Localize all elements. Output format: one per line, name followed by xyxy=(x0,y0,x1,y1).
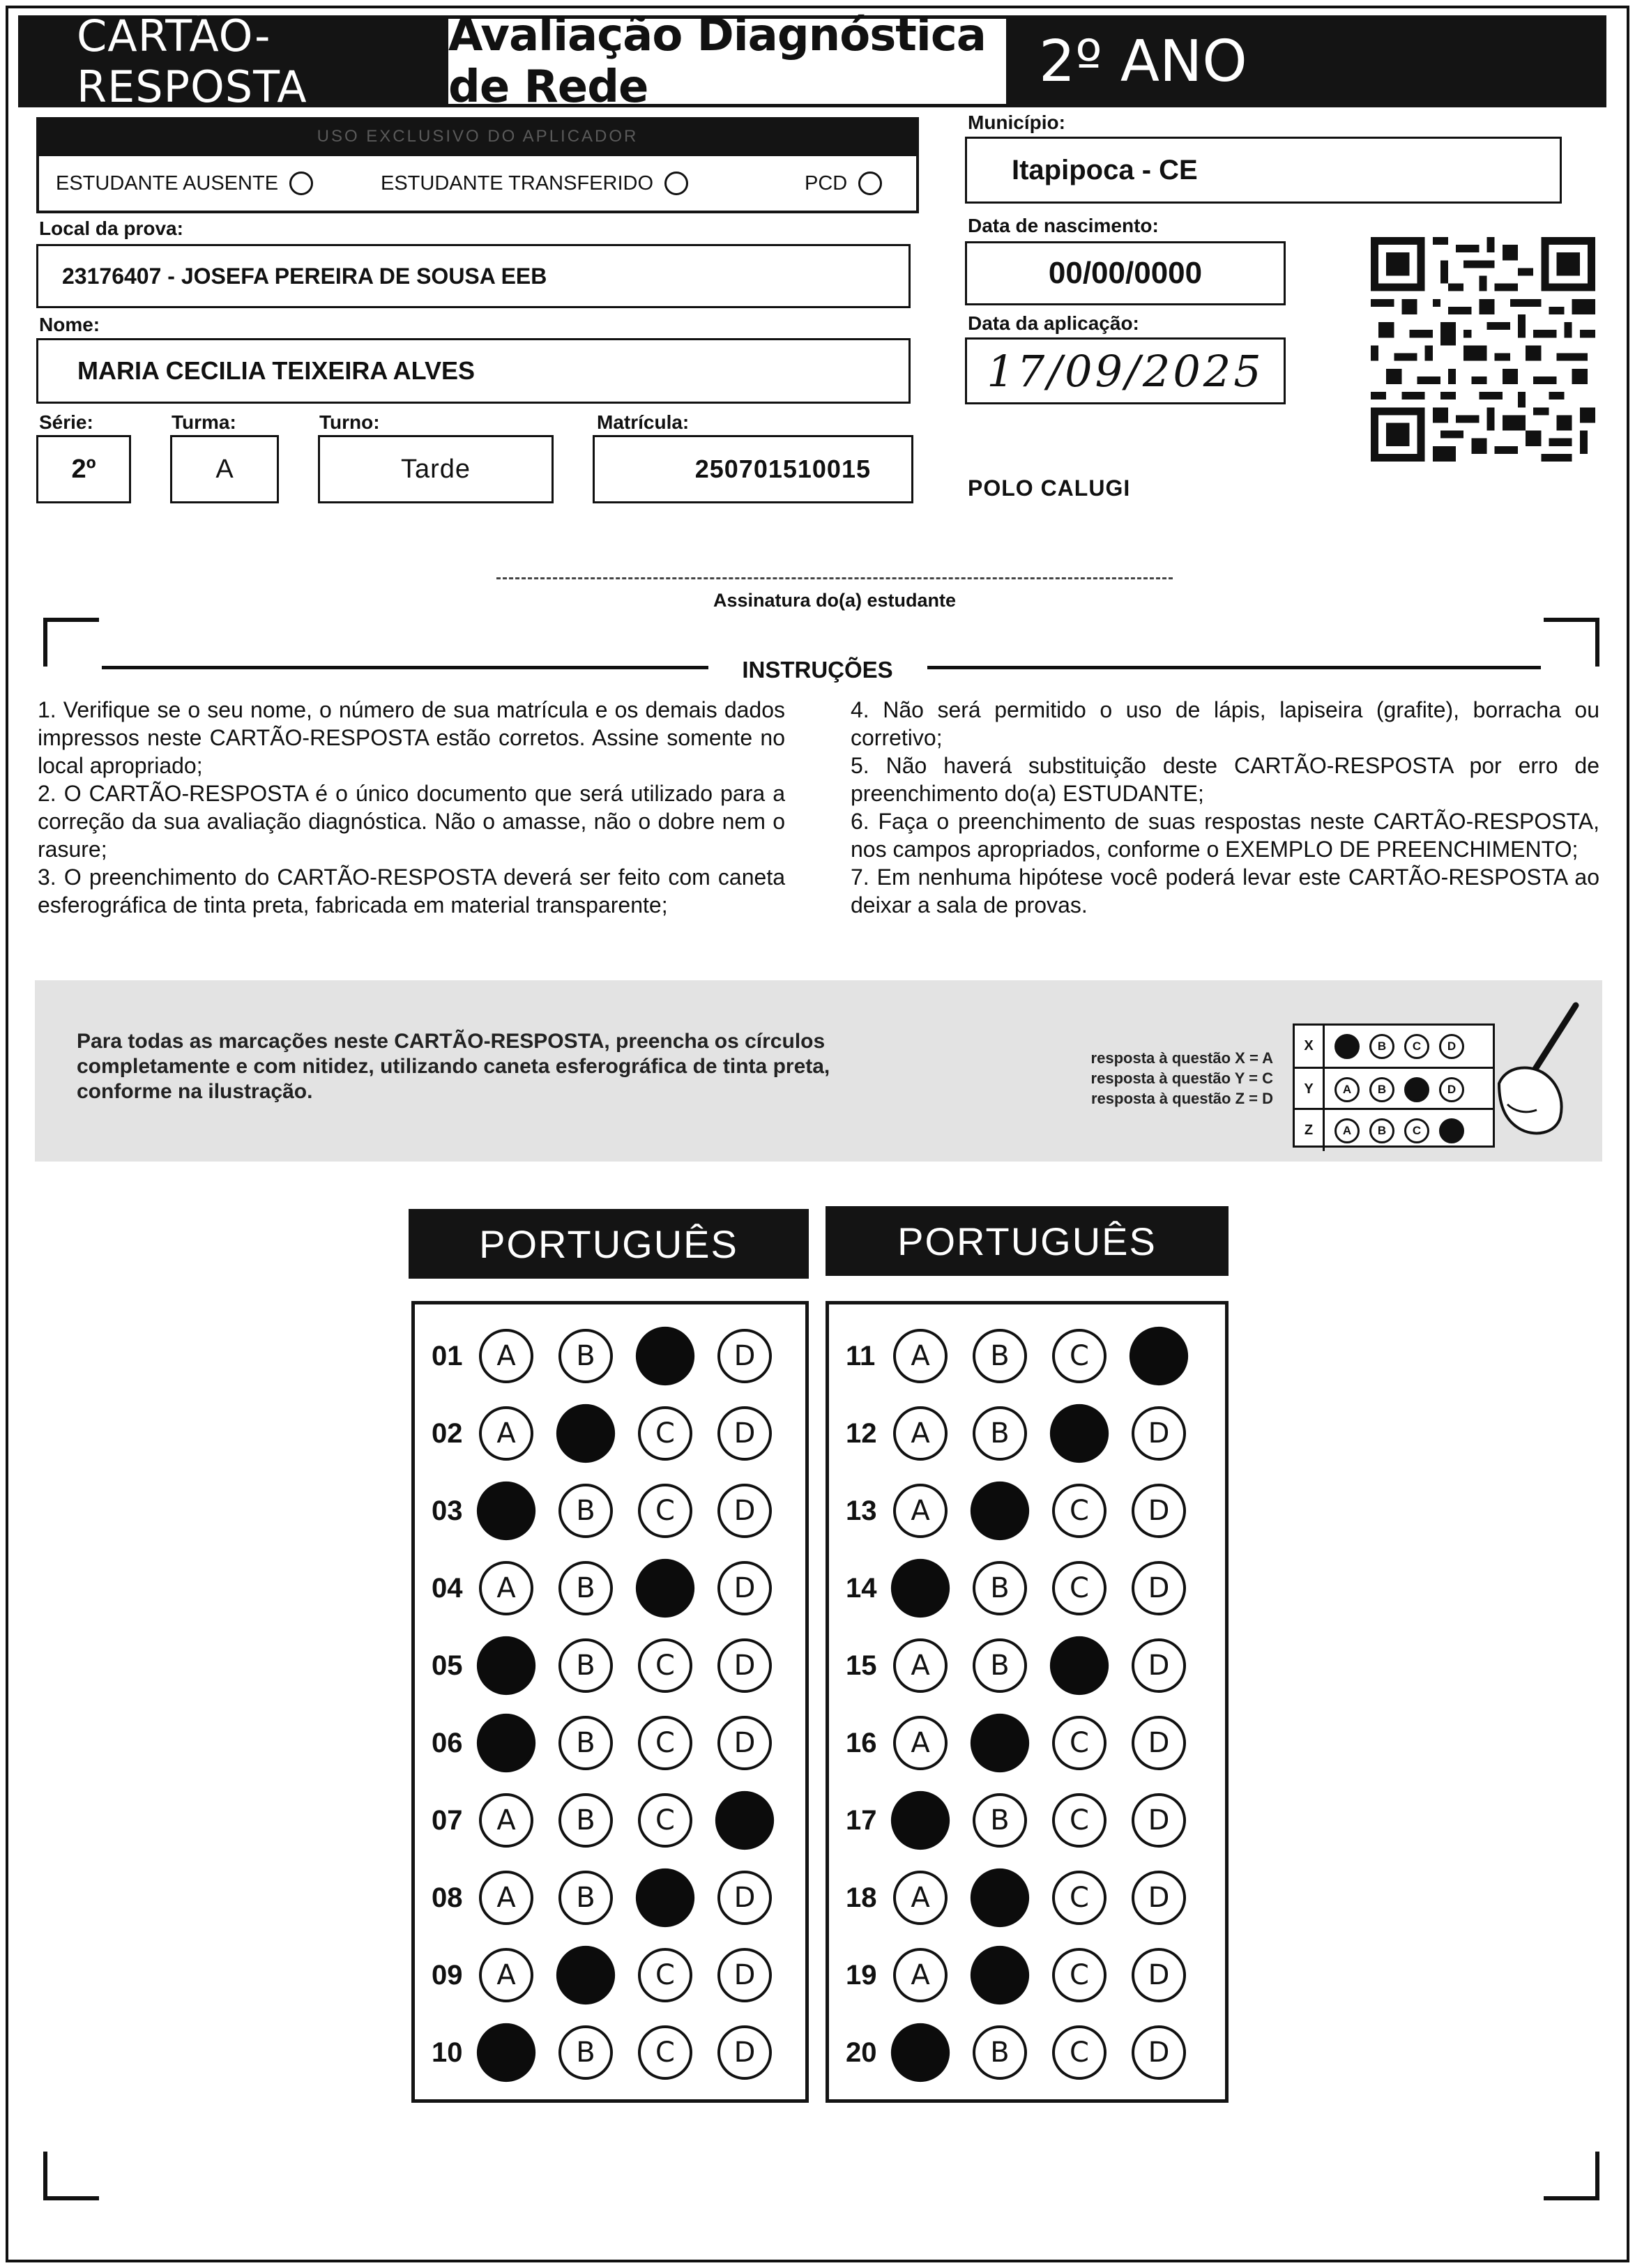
answer-bubble-d[interactable]: D xyxy=(1132,1948,1186,2002)
question-row xyxy=(829,1480,1225,1542)
answer-bubble-c[interactable]: C xyxy=(1052,1329,1107,1383)
answer-bubble-d[interactable]: D xyxy=(717,1406,772,1461)
answer-bubble-d[interactable]: D xyxy=(1132,1871,1186,1925)
answer-bubble-d[interactable]: D xyxy=(1132,1406,1186,1461)
answer-bubble-d[interactable]: D xyxy=(1132,1793,1186,1848)
question-number: 06 xyxy=(432,1727,463,1758)
example-row-key: X xyxy=(1295,1026,1325,1067)
shift-field: Tarde xyxy=(318,435,554,503)
corner-mark-bottom-right xyxy=(1544,2152,1599,2200)
question-number: 08 xyxy=(432,1882,463,1913)
question-row xyxy=(829,1867,1225,1928)
answer-bubble-a[interactable] xyxy=(477,1482,535,1540)
answer-bubble-a[interactable]: A xyxy=(893,1871,948,1925)
answer-bubble-a[interactable]: A xyxy=(479,1948,533,2002)
question-number: 10 xyxy=(432,2037,463,2068)
card-title: CARTÃO-RESPOSTA xyxy=(18,15,445,107)
answer-bubble-d[interactable] xyxy=(715,1791,774,1850)
section-title-1: PORTUGUÊS xyxy=(409,1209,809,1279)
answer-bubble-c[interactable] xyxy=(636,1559,694,1618)
example-bubble-c: C xyxy=(1404,1118,1429,1143)
question-number: 11 xyxy=(846,1340,876,1371)
answer-bubble-a[interactable] xyxy=(477,2023,535,2082)
legend-x: resposta à questão X = A xyxy=(1090,1049,1273,1067)
answer-bubble-a[interactable]: A xyxy=(479,1561,533,1615)
question-number: 13 xyxy=(846,1495,877,1526)
answer-bubble-a[interactable]: A xyxy=(893,1638,948,1693)
absent-label: ESTUDANTE AUSENTE xyxy=(56,172,279,195)
example-bubble-c xyxy=(1404,1077,1429,1102)
answer-bubble-b[interactable]: B xyxy=(973,1329,1027,1383)
example-bubble-b: B xyxy=(1369,1118,1394,1143)
example-bubble-a: A xyxy=(1334,1118,1360,1143)
city-label: Município: xyxy=(968,112,1065,133)
instruction-4: 4. Não será permitido o uso de lápis, lapiseira (grafite), borracha ou corretivo; xyxy=(851,697,1599,750)
question-row xyxy=(415,1480,805,1542)
answer-bubble-d[interactable]: D xyxy=(1132,1638,1186,1693)
enrollment-label: Matrícula: xyxy=(597,411,690,433)
example-legend xyxy=(1036,1048,1273,1109)
answer-bubble-c[interactable]: C xyxy=(1052,1871,1107,1925)
answer-bubble-a[interactable] xyxy=(891,1791,950,1850)
location-label: Local da prova: xyxy=(39,218,183,239)
example-bubble-a: A xyxy=(1334,1077,1360,1102)
class-label: Turma: xyxy=(172,411,236,433)
series-label: Série: xyxy=(39,411,93,433)
question-row xyxy=(829,1635,1225,1696)
answer-bubble-c[interactable]: C xyxy=(638,1948,692,2002)
enrollment-field: 250701510015 xyxy=(593,435,913,503)
qr-finder-top-right xyxy=(1541,237,1595,291)
example-row xyxy=(1295,1067,1493,1110)
answer-bubble-d[interactable]: D xyxy=(1132,2025,1186,2080)
applicator-bar: USO EXCLUSIVO DO APLICADOR xyxy=(36,117,919,156)
instruction-3: 3. O preenchimento do CARTÃO-RESPOSTA deverá ser feito com caneta esferográfica de tinta preta, fabricada em material transparente; xyxy=(38,865,785,918)
instruction-5: 5. Não haverá substituição deste CARTÃO-RESPOSTA por erro de preenchimento do(a) ESTUDANTE; xyxy=(851,753,1599,806)
answer-bubble-a[interactable]: A xyxy=(893,1716,948,1770)
answer-section-2 xyxy=(826,1301,1229,2103)
answer-bubble-c[interactable] xyxy=(1050,1636,1109,1695)
answer-bubble-a[interactable]: A xyxy=(479,1406,533,1461)
question-row xyxy=(829,1944,1225,2006)
answer-bubble-b[interactable]: B xyxy=(558,1793,613,1848)
qr-code xyxy=(1371,237,1595,462)
answer-bubble-b[interactable]: B xyxy=(558,1561,613,1615)
question-number: 01 xyxy=(432,1340,463,1371)
question-row xyxy=(415,1558,805,1619)
answer-bubble-c[interactable]: C xyxy=(1052,2025,1107,2080)
answer-bubble-c[interactable]: C xyxy=(1052,1484,1107,1538)
polo-label: POLO CALUGI xyxy=(968,475,1131,501)
grade-title: 2º ANO xyxy=(1010,15,1606,107)
answer-bubble-c[interactable]: C xyxy=(638,1716,692,1770)
question-number: 14 xyxy=(846,1572,877,1604)
instructions-left-column xyxy=(38,696,785,919)
answer-bubble-b[interactable]: B xyxy=(973,1406,1027,1461)
qr-finder-top-left xyxy=(1371,237,1425,291)
corner-mark-bottom-left xyxy=(43,2152,99,2200)
answer-bubble-a[interactable]: A xyxy=(893,1484,948,1538)
question-row xyxy=(415,1944,805,2006)
answer-bubble-b[interactable] xyxy=(971,1946,1029,2004)
legend-z: resposta à questão Z = D xyxy=(1090,1090,1273,1107)
answer-bubble-a[interactable]: A xyxy=(893,1406,948,1461)
signature-line[interactable] xyxy=(496,577,1173,579)
answer-bubble-c[interactable] xyxy=(636,1869,694,1927)
signature-label: Assinatura do(a) estudante xyxy=(713,590,957,611)
answer-bubble-a[interactable] xyxy=(891,1559,950,1618)
question-number: 17 xyxy=(846,1804,877,1836)
qr-finder-bottom-left xyxy=(1371,407,1425,462)
answer-bubble-a[interactable]: A xyxy=(479,1871,533,1925)
answer-bubble-c[interactable] xyxy=(1050,1404,1109,1463)
answer-bubble-b[interactable] xyxy=(556,1404,615,1463)
question-row xyxy=(415,1635,805,1696)
name-label: Nome: xyxy=(39,314,100,335)
answer-bubble-b[interactable] xyxy=(971,1482,1029,1540)
example-row-key: Y xyxy=(1295,1069,1325,1110)
answer-bubble-c[interactable]: C xyxy=(1052,1948,1107,2002)
answer-bubble-a[interactable] xyxy=(477,1714,535,1772)
answer-bubble-b[interactable]: B xyxy=(558,1871,613,1925)
answer-bubble-c[interactable]: C xyxy=(1052,1716,1107,1770)
question-row xyxy=(829,1712,1225,1774)
instruction-1: 1. Verifique se o seu nome, o número de sua matrícula e os demais dados impressos neste CARTÃO-RESPOSTA estão corretos. Assine somente no local apropriado; xyxy=(38,697,785,778)
question-number: 19 xyxy=(846,1959,877,1991)
city-field: Itapipoca - CE xyxy=(965,137,1562,204)
instruction-2: 2. O CARTÃO-RESPOSTA é o único documento que será utilizado para a correção da sua avaliação diagnóstica. Não o amasse, não o dobre nem o rasure; xyxy=(38,781,785,862)
answer-bubble-b[interactable]: B xyxy=(973,1638,1027,1693)
answer-bubble-c[interactable]: C xyxy=(638,1484,692,1538)
answer-bubble-d[interactable]: D xyxy=(717,2025,772,2080)
answer-bubble-a[interactable] xyxy=(477,1636,535,1695)
answer-bubble-c[interactable]: C xyxy=(638,1793,692,1848)
answer-bubble-c[interactable]: C xyxy=(638,2025,692,2080)
example-row-key: Z xyxy=(1295,1110,1325,1151)
absent-option[interactable] xyxy=(56,172,313,195)
location-field: 23176407 - JOSEFA PEREIRA DE SOUSA EEB xyxy=(36,244,911,308)
answer-bubble-c[interactable] xyxy=(636,1327,694,1385)
answer-bubble-b[interactable]: B xyxy=(558,1716,613,1770)
answer-bubble-b[interactable] xyxy=(971,1869,1029,1927)
instructions-right-column xyxy=(851,696,1599,919)
answer-bubble-d[interactable] xyxy=(1130,1327,1188,1385)
answer-bubble-d[interactable]: D xyxy=(717,1948,772,2002)
answer-bubble-c[interactable]: C xyxy=(638,1638,692,1693)
question-row xyxy=(829,1403,1225,1464)
answer-bubble-b[interactable]: B xyxy=(973,2025,1027,2080)
instruction-7: 7. Em nenhuma hipótese você poderá levar este CARTÃO-RESPOSTA ao deixar a sala de provas. xyxy=(851,865,1599,918)
question-row xyxy=(415,1790,805,1851)
exam-title: Avaliação Diagnóstica de Rede xyxy=(445,15,1010,107)
example-instruction: Para todas as marcações neste CARTÃO-RESPOSTA, preencha os círculos completamente e com nitidez, utilizando caneta esferográfica de tinta preta, conforme na ilustração. xyxy=(77,1030,830,1103)
pcd-option[interactable] xyxy=(805,172,882,195)
answer-bubble-d[interactable]: D xyxy=(717,1329,772,1383)
application-label: Data da aplicação: xyxy=(968,312,1139,334)
instructions-title: INSTRUÇÕES xyxy=(742,657,893,683)
question-row xyxy=(829,2022,1225,2083)
answer-bubble-b[interactable] xyxy=(971,1714,1029,1772)
series-field: 2º xyxy=(36,435,131,503)
absent-radio[interactable] xyxy=(289,172,313,195)
example-bubble-b: B xyxy=(1369,1034,1394,1059)
answer-bubble-b[interactable]: B xyxy=(558,1484,613,1538)
question-number: 09 xyxy=(432,1959,463,1991)
answer-bubble-b[interactable]: B xyxy=(558,1329,613,1383)
answer-bubble-c[interactable]: C xyxy=(638,1406,692,1461)
question-number: 20 xyxy=(846,2037,877,2068)
question-row xyxy=(415,1325,805,1387)
question-number: 12 xyxy=(846,1417,877,1449)
section-title-2: PORTUGUÊS xyxy=(826,1206,1229,1276)
question-number: 16 xyxy=(846,1727,877,1758)
question-number: 15 xyxy=(846,1650,877,1681)
example-bubble-a xyxy=(1334,1034,1360,1059)
example-bubble-d: D xyxy=(1439,1077,1464,1102)
answer-bubble-b[interactable]: B xyxy=(558,1638,613,1693)
example-bubble-d xyxy=(1439,1118,1464,1143)
class-field: A xyxy=(170,435,279,503)
example-bubble-d: D xyxy=(1439,1034,1464,1059)
applicator-box xyxy=(36,156,919,213)
answer-bubble-d[interactable]: D xyxy=(1132,1484,1186,1538)
example-bubble-c: C xyxy=(1404,1034,1429,1059)
pcd-radio[interactable] xyxy=(858,172,882,195)
answer-section-1 xyxy=(411,1301,809,2103)
answer-bubble-a[interactable]: A xyxy=(479,1329,533,1383)
question-row xyxy=(829,1790,1225,1851)
shift-label: Turno: xyxy=(319,411,380,433)
question-number: 04 xyxy=(432,1572,463,1604)
answer-bubble-d[interactable]: D xyxy=(717,1561,772,1615)
birth-field: 00/00/0000 xyxy=(965,241,1286,305)
question-number: 18 xyxy=(846,1882,877,1913)
answer-bubble-d[interactable]: D xyxy=(1132,1561,1186,1615)
example-row xyxy=(1295,1026,1493,1067)
pcd-label: PCD xyxy=(805,172,848,195)
answer-bubble-a[interactable] xyxy=(891,2023,950,2082)
name-field: MARIA CECILIA TEIXEIRA ALVES xyxy=(36,338,911,404)
answer-bubble-a[interactable]: A xyxy=(893,1329,948,1383)
transferred-radio[interactable] xyxy=(664,172,688,195)
answer-bubble-a[interactable]: A xyxy=(479,1793,533,1848)
question-row xyxy=(829,1558,1225,1619)
example-bubble-b: B xyxy=(1369,1077,1394,1102)
application-field[interactable]: 17/09/2025 xyxy=(965,337,1286,404)
hand-pen-icon xyxy=(1478,1000,1583,1139)
answer-bubble-d[interactable]: D xyxy=(717,1638,772,1693)
question-number: 02 xyxy=(432,1417,463,1449)
answer-bubble-b[interactable] xyxy=(556,1946,615,2004)
answer-bubble-d[interactable]: D xyxy=(717,1484,772,1538)
answer-bubble-a[interactable]: A xyxy=(893,1948,948,2002)
legend-y: resposta à questão Y = C xyxy=(1090,1070,1273,1087)
answer-bubble-c[interactable]: C xyxy=(1052,1561,1107,1615)
transferred-label: ESTUDANTE TRANSFERIDO xyxy=(381,172,654,195)
transferred-option[interactable] xyxy=(381,172,688,195)
example-row xyxy=(1295,1108,1493,1151)
question-row xyxy=(415,1867,805,1928)
answer-bubble-d[interactable]: D xyxy=(1132,1716,1186,1770)
answer-bubble-b[interactable]: B xyxy=(973,1561,1027,1615)
question-number: 05 xyxy=(432,1650,463,1681)
instruction-6: 6. Faça o preenchimento de suas respostas neste CARTÃO-RESPOSTA, nos campos apropriados, conforme o EXEMPLO DE PREENCHIMENTO; xyxy=(851,809,1599,862)
example-grid xyxy=(1293,1023,1495,1148)
answer-bubble-d[interactable]: D xyxy=(717,1871,772,1925)
answer-bubble-d[interactable]: D xyxy=(717,1716,772,1770)
question-number: 07 xyxy=(432,1804,463,1836)
question-row xyxy=(415,1403,805,1464)
birth-label: Data de nascimento: xyxy=(968,215,1159,236)
question-row xyxy=(415,1712,805,1774)
answer-bubble-c[interactable]: C xyxy=(1052,1793,1107,1848)
answer-bubble-b[interactable]: B xyxy=(558,2025,613,2080)
question-row xyxy=(829,1325,1225,1387)
question-number: 03 xyxy=(432,1495,463,1526)
question-row xyxy=(415,2022,805,2083)
answer-bubble-b[interactable]: B xyxy=(973,1793,1027,1848)
